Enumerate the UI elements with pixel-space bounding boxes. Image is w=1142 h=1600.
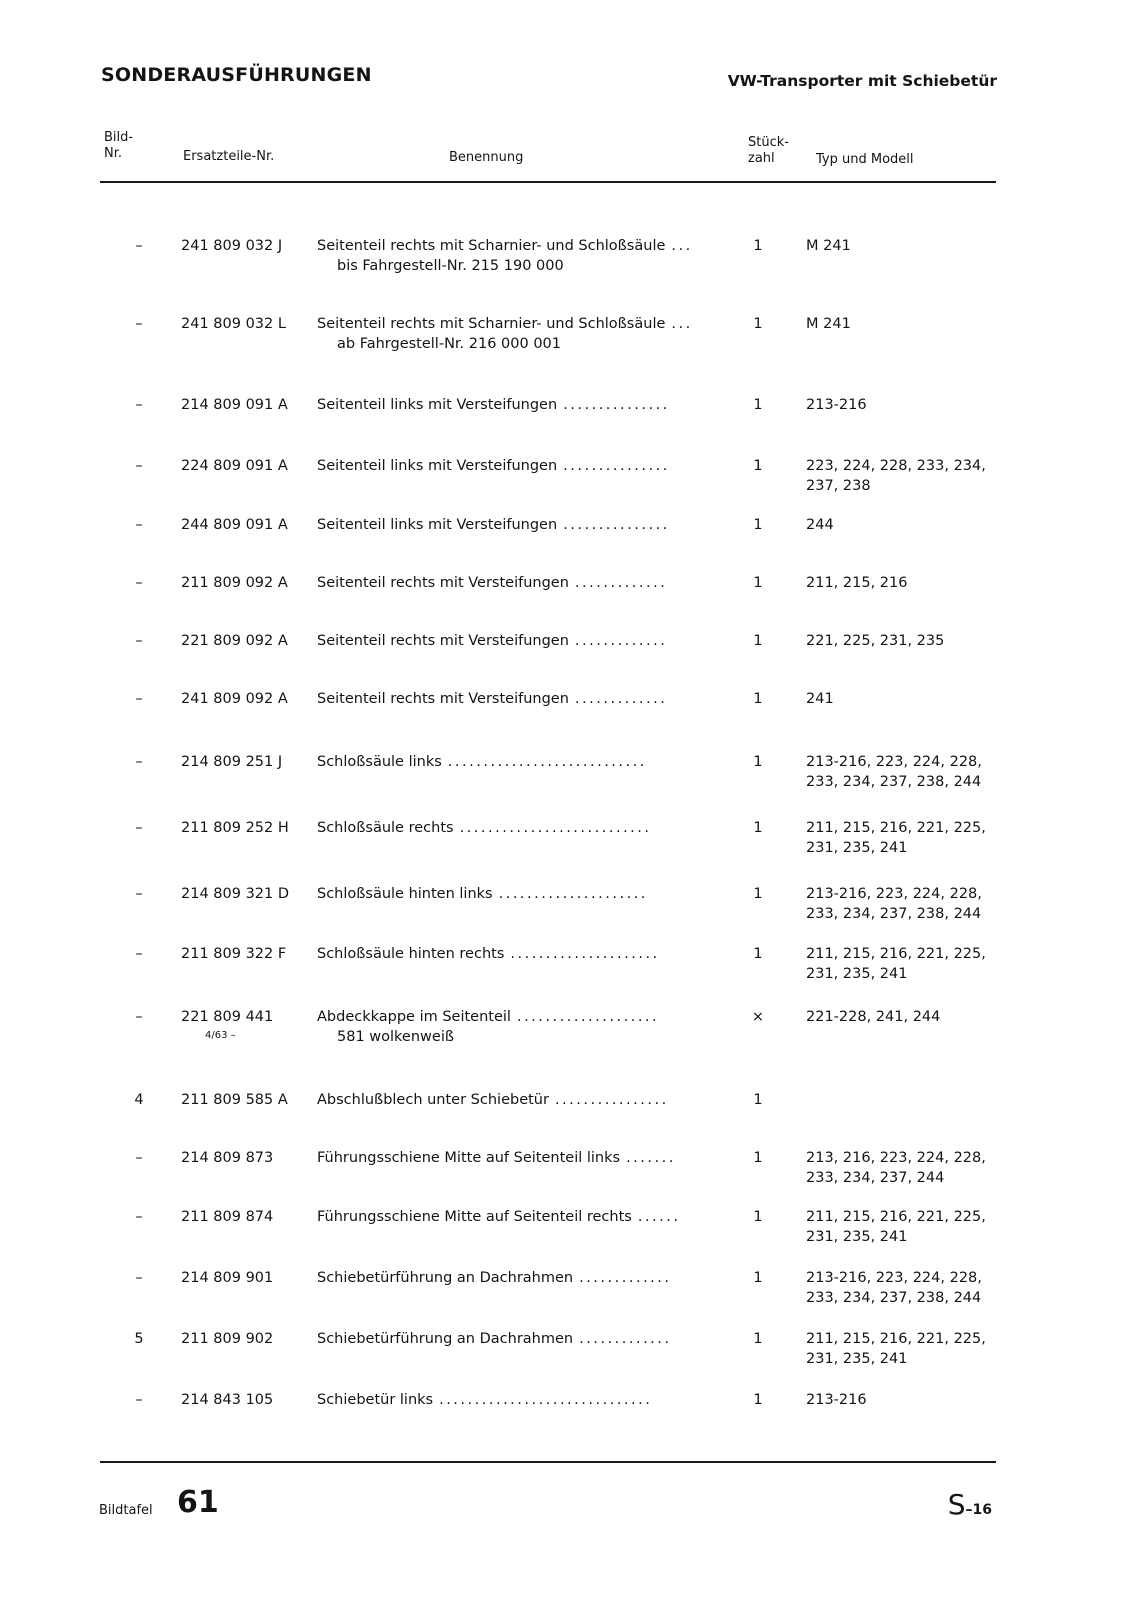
bild-nr: –: [135, 1209, 143, 1225]
quantity: 1: [753, 1331, 763, 1347]
description-cell: [317, 944, 721, 964]
part-number: 214 809 251 J: [181, 754, 283, 770]
column-header-typ: Typ und Modell: [816, 152, 914, 167]
description: Seitenteil rechts mit Scharnier- und Schloßsäule: [317, 238, 666, 254]
plate-number: 61: [177, 1485, 219, 1520]
leader-dots: ...............: [563, 458, 670, 474]
quantity: 1: [753, 691, 763, 707]
type-model: 244: [806, 517, 834, 533]
bild-nr: –: [135, 1270, 143, 1286]
part-number-cell: [181, 1390, 301, 1410]
part-number: 241 809 032 J: [181, 238, 283, 254]
part-number: 241 809 032 L: [181, 316, 286, 332]
bild-nr: –: [135, 316, 143, 332]
description: Seitenteil links mit Versteifungen: [317, 458, 558, 474]
part-number: 244 809 091 A: [181, 517, 288, 533]
quantity: 1: [753, 820, 763, 836]
quantity: 1: [753, 1092, 763, 1108]
part-number: 211 809 252 H: [181, 820, 289, 836]
bild-nr: –: [135, 1009, 143, 1025]
part-number: 211 809 874: [181, 1209, 274, 1225]
leader-dots: ....................: [516, 1009, 660, 1025]
description-cell: [317, 236, 721, 276]
quantity: 1: [753, 575, 763, 591]
description-cell: [317, 818, 721, 838]
description: Schloßsäule links: [317, 754, 442, 770]
description: Seitenteil rechts mit Scharnier- und Schloßsäule: [317, 316, 666, 332]
bild-nr: –: [135, 458, 143, 474]
description-cell: [317, 1268, 721, 1288]
type-model: M 241: [806, 316, 851, 332]
quantity: 1: [753, 1209, 763, 1225]
leader-dots: ...............: [563, 397, 670, 413]
type-model: 213-216, 223, 224, 228, 233, 234, 237, 238, 244: [806, 1270, 982, 1306]
description-detail: bis Fahrgestell-Nr. 215 190 000: [337, 258, 564, 274]
page-letter: S: [947, 1488, 966, 1521]
type-model: 211, 215, 216, 221, 225, 231, 235, 241: [806, 1209, 986, 1245]
type-model: 213-216: [806, 1392, 867, 1408]
part-number-cell: [181, 395, 301, 415]
column-header-bild: Bild- Nr.: [104, 130, 134, 161]
leader-dots: .............: [574, 691, 668, 707]
description-cell: [317, 395, 721, 415]
bild-nr: –: [135, 1150, 143, 1166]
leader-dots: ......: [637, 1209, 681, 1225]
part-number-cell: [181, 236, 301, 256]
description: Schloßsäule hinten links: [317, 886, 493, 902]
description: Schiebetür links: [317, 1392, 434, 1408]
type-model: 213-216, 223, 224, 228, 233, 234, 237, 238, 244: [806, 886, 982, 922]
quantity: 1: [753, 946, 763, 962]
leader-dots: .......: [626, 1150, 676, 1166]
type-model: 211, 215, 216, 221, 225, 231, 235, 241: [806, 1331, 986, 1367]
leader-dots: .............: [579, 1331, 672, 1347]
type-model: 213-216: [806, 397, 867, 413]
footer-rule: [100, 1461, 996, 1463]
type-model: 213-216, 223, 224, 228, 233, 234, 237, 238, 244: [806, 754, 982, 790]
bild-nr: 4: [134, 1092, 144, 1108]
part-number-cell: [181, 314, 301, 334]
bild-nr: –: [135, 946, 143, 962]
part-number: 211 809 322 F: [181, 946, 287, 962]
part-number: 214 809 901: [181, 1270, 274, 1286]
description-cell: [317, 884, 721, 904]
footer-label: Bildtafel: [99, 1503, 153, 1518]
part-number-cell: [181, 1207, 301, 1227]
quantity: 1: [753, 517, 763, 533]
description-cell: [317, 1148, 721, 1168]
quantity: ×: [751, 1009, 765, 1025]
type-model: 221, 225, 231, 235: [806, 633, 945, 649]
quantity: 1: [753, 1392, 763, 1408]
leader-dots: ...: [671, 316, 693, 332]
quantity: 1: [753, 458, 763, 474]
part-number: 241 809 092 A: [181, 691, 288, 707]
part-number-cell: [181, 818, 301, 838]
column-header-stueckzahl: Stück- zahl: [748, 135, 789, 166]
quantity: 1: [753, 633, 763, 649]
part-number-cell: [181, 884, 301, 904]
part-number-cell: [181, 515, 301, 535]
part-number-cell: [181, 1148, 301, 1168]
column-header-benennung: Benennung: [449, 150, 524, 165]
quantity: 1: [753, 316, 763, 332]
description: Seitenteil rechts mit Versteifungen: [317, 691, 569, 707]
description-cell: [317, 1090, 721, 1110]
type-model: 223, 224, 228, 233, 234, 237, 238: [806, 458, 986, 494]
page-number-suffix: –16: [965, 1502, 992, 1518]
leader-dots: ................: [554, 1092, 669, 1108]
description-cell: [317, 515, 721, 535]
part-number-cell: [181, 456, 301, 476]
part-number: 221 809 092 A: [181, 633, 288, 649]
header-rule: [100, 181, 996, 183]
type-model: 211, 215, 216, 221, 225, 231, 235, 241: [806, 946, 986, 982]
part-number: 214 809 873: [181, 1150, 274, 1166]
description: Schiebetürführung an Dachrahmen: [317, 1331, 574, 1347]
description-cell: [317, 631, 721, 651]
description: Seitenteil rechts mit Versteifungen: [317, 633, 569, 649]
quantity: 1: [753, 886, 763, 902]
description-cell: [317, 689, 721, 709]
description: Abdeckkappe im Seitenteil: [317, 1009, 511, 1025]
type-model: 211, 215, 216, 221, 225, 231, 235, 241: [806, 820, 986, 856]
description-cell: [317, 1329, 721, 1349]
quantity: 1: [753, 1150, 763, 1166]
part-number: 211 809 585 A: [181, 1092, 288, 1108]
part-number-cell: [181, 1090, 301, 1110]
quantity: 1: [753, 1270, 763, 1286]
part-number: 214 809 091 A: [181, 397, 288, 413]
description: Seitenteil links mit Versteifungen: [317, 517, 558, 533]
part-number-cell: [181, 689, 301, 709]
part-number: 214 809 321 D: [181, 886, 290, 902]
leader-dots: ...............: [563, 517, 670, 533]
leader-dots: .............: [574, 575, 668, 591]
bild-nr: –: [135, 238, 143, 254]
leader-dots: .............: [579, 1270, 672, 1286]
leader-dots: .....................: [498, 886, 648, 902]
part-number: 224 809 091 A: [181, 458, 288, 474]
part-number: 211 809 902: [181, 1331, 274, 1347]
part-number-note: 4/63 –: [205, 1030, 236, 1041]
type-model: 221-228, 241, 244: [806, 1009, 941, 1025]
leader-dots: ............................: [447, 754, 647, 770]
description: Führungsschiene Mitte auf Seitenteil links: [317, 1150, 621, 1166]
description: Seitenteil links mit Versteifungen: [317, 397, 558, 413]
description-cell: [317, 1390, 721, 1410]
description-detail: 581 wolkenweiß: [337, 1029, 454, 1045]
description: Abschlußblech unter Schiebetür: [317, 1092, 549, 1108]
bild-nr: –: [135, 633, 143, 649]
type-model: 211, 215, 216: [806, 575, 908, 591]
part-number: 211 809 092 A: [181, 575, 288, 591]
part-number-cell: [181, 752, 301, 772]
description-cell: [317, 314, 721, 354]
bild-nr: –: [135, 397, 143, 413]
bild-nr: –: [135, 886, 143, 902]
description: Seitenteil rechts mit Versteifungen: [317, 575, 569, 591]
leader-dots: .....................: [510, 946, 660, 962]
description-cell: [317, 456, 721, 476]
description: Führungsschiene Mitte auf Seitenteil rechts: [317, 1209, 632, 1225]
leader-dots: ..............................: [439, 1392, 653, 1408]
part-number-cell: [181, 573, 301, 593]
leader-dots: .............: [574, 633, 668, 649]
leader-dots: ...: [671, 238, 693, 254]
bild-nr: –: [135, 820, 143, 836]
part-number: 221 809 441: [181, 1009, 274, 1025]
page-title: SONDERAUSFÜHRUNGEN: [101, 64, 372, 86]
part-number-cell: [181, 1268, 301, 1288]
type-model: 213, 216, 223, 224, 228, 233, 234, 237, 244: [806, 1150, 986, 1186]
leader-dots: ...........................: [459, 820, 652, 836]
description-cell: [317, 752, 721, 772]
part-number-cell: [181, 944, 301, 964]
description-cell: [317, 573, 721, 593]
bild-nr: 5: [134, 1331, 144, 1347]
bild-nr: –: [135, 1392, 143, 1408]
bild-nr: –: [135, 754, 143, 770]
part-number: 214 843 105: [181, 1392, 274, 1408]
bild-nr: –: [135, 691, 143, 707]
part-number-cell: [181, 1329, 301, 1349]
bild-nr: –: [135, 575, 143, 591]
description-cell: [317, 1207, 721, 1227]
type-model: 241: [806, 691, 834, 707]
quantity: 1: [753, 238, 763, 254]
bild-nr: –: [135, 517, 143, 533]
page-number: [948, 1488, 992, 1521]
description-cell: [317, 1007, 721, 1047]
part-number-cell: [181, 1007, 301, 1045]
quantity: 1: [753, 397, 763, 413]
page-subtitle: VW-Transporter mit Schiebetür: [727, 72, 997, 90]
description: Schiebetürführung an Dachrahmen: [317, 1270, 574, 1286]
column-header-ersatzteile: Ersatzteile-Nr.: [183, 149, 275, 164]
part-number-cell: [181, 631, 301, 651]
quantity: 1: [753, 754, 763, 770]
description: Schloßsäule hinten rechts: [317, 946, 505, 962]
type-model: M 241: [806, 238, 851, 254]
description-detail: ab Fahrgestell-Nr. 216 000 001: [337, 336, 562, 352]
description: Schloßsäule rechts: [317, 820, 454, 836]
